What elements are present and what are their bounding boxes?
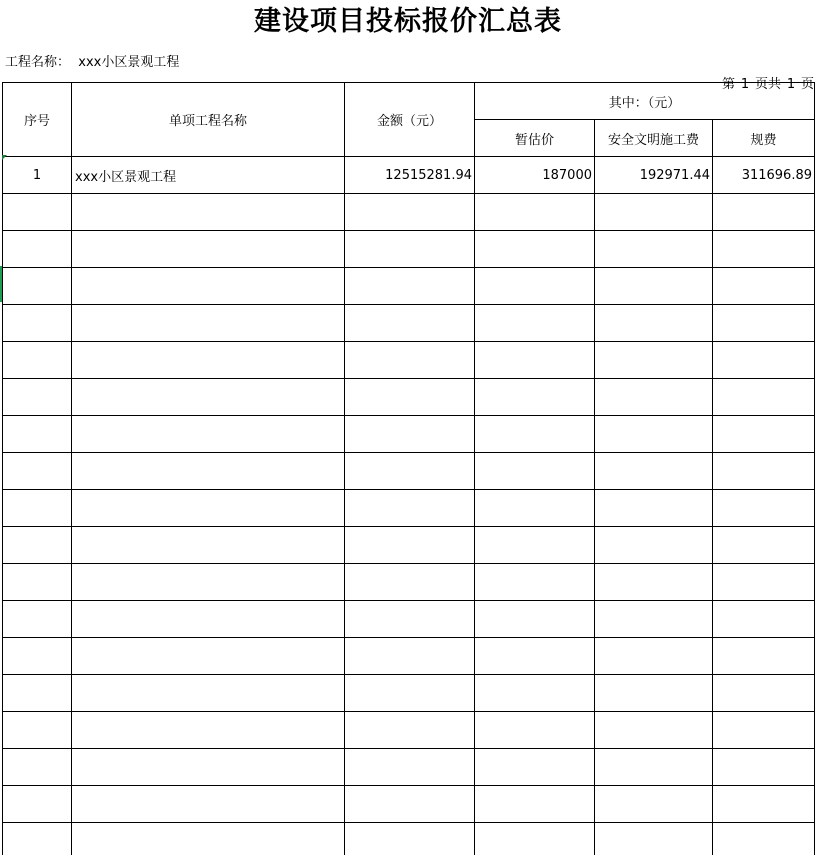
cell-amount-empty[interactable] (345, 527, 475, 564)
cell-name-empty[interactable] (72, 379, 345, 416)
table-row-empty (3, 749, 815, 786)
cell-amount-empty[interactable] (345, 601, 475, 638)
cell-index-empty[interactable] (3, 453, 72, 490)
cell-provisional-empty[interactable] (475, 268, 595, 305)
table-row-empty (3, 268, 815, 305)
cell-safety-empty[interactable] (595, 675, 713, 712)
cell-index-empty[interactable] (3, 564, 72, 601)
cell-safety-empty[interactable] (595, 712, 713, 749)
cell-safety-empty[interactable] (595, 749, 713, 786)
cell-index-empty[interactable] (3, 194, 72, 231)
cell-provisional-empty[interactable] (475, 601, 595, 638)
table-row-empty (3, 490, 815, 527)
cell-name-empty[interactable] (72, 268, 345, 305)
cell-amount-empty[interactable] (345, 712, 475, 749)
table-row-empty (3, 786, 815, 823)
cell-provisional-empty[interactable] (475, 786, 595, 823)
cell-provisional-empty[interactable] (475, 416, 595, 453)
table-row-empty (3, 379, 815, 416)
header-safety[interactable]: 安全文明施工费 (595, 120, 713, 157)
header-row-1 (3, 83, 815, 120)
project-info (5, 52, 179, 74)
cell-safety-empty[interactable] (595, 527, 713, 564)
table-row-empty (3, 231, 815, 268)
cell-safety-empty[interactable] (595, 194, 713, 231)
cell-comment-marker (2, 155, 7, 160)
table-row-empty (3, 453, 815, 490)
table-row-empty (3, 675, 815, 712)
cell-safety-empty[interactable] (595, 490, 713, 527)
cell-fees-empty[interactable] (713, 638, 815, 675)
cell-fees-empty[interactable] (713, 490, 815, 527)
cell-amount-empty[interactable] (345, 564, 475, 601)
cell-fees-empty[interactable] (713, 416, 815, 453)
cell-provisional-empty[interactable] (475, 342, 595, 379)
cell-safety-empty[interactable] (595, 601, 713, 638)
cell-fees-empty[interactable] (713, 527, 815, 564)
page-suffix: 页 (800, 77, 814, 92)
cell-provisional-empty[interactable] (475, 564, 595, 601)
cell-name-empty[interactable] (72, 749, 345, 786)
cell-amount-empty[interactable] (345, 379, 475, 416)
cell-safety-empty[interactable] (595, 379, 713, 416)
table-row-empty (3, 638, 815, 675)
header-name[interactable]: 单项工程名称 (72, 83, 345, 157)
cell-index-empty[interactable] (3, 416, 72, 453)
cell-name[interactable]: xxx小区景观工程 (72, 157, 345, 194)
meta-row (0, 52, 816, 92)
cell-provisional[interactable]: 187000 (475, 157, 595, 194)
cell-name-empty[interactable] (72, 305, 345, 342)
cell-fees-empty[interactable] (713, 749, 815, 786)
table-row-empty (3, 601, 815, 638)
cell-provisional-empty[interactable] (475, 490, 595, 527)
page-total: 1 (786, 77, 796, 92)
cell-name-empty[interactable] (72, 786, 345, 823)
project-name-value: xxx小区景观工程 (78, 55, 180, 70)
cell-fees-empty[interactable] (713, 305, 815, 342)
table-row-empty (3, 342, 815, 379)
cell-index-empty[interactable] (3, 231, 72, 268)
cell-name-empty[interactable] (72, 490, 345, 527)
cell-amount-empty[interactable] (345, 823, 475, 856)
cell-provisional-empty[interactable] (475, 231, 595, 268)
cell-name-empty[interactable] (72, 823, 345, 856)
cell-fees-empty[interactable] (713, 823, 815, 856)
cell-provisional-empty[interactable] (475, 712, 595, 749)
table-row-empty (3, 305, 815, 342)
cell-provisional-empty[interactable] (475, 638, 595, 675)
table-row-empty (3, 564, 815, 601)
project-name-label: 工程名称： (5, 55, 71, 70)
cell-fees-empty[interactable] (713, 675, 815, 712)
cell-index-empty[interactable] (3, 305, 72, 342)
cell-provisional-empty[interactable] (475, 194, 595, 231)
cell-name-empty[interactable] (72, 231, 345, 268)
page-current: 1 (740, 77, 750, 92)
cell-amount[interactable]: 12515281.94 (345, 157, 475, 194)
cell-safety-empty[interactable] (595, 638, 713, 675)
cell-index-empty[interactable] (3, 601, 72, 638)
cell-provisional-empty[interactable] (475, 749, 595, 786)
table-body (3, 157, 815, 856)
header-of-which[interactable]: 其中：（元） (475, 83, 815, 120)
cell-amount-empty[interactable] (345, 194, 475, 231)
selection-indicator (0, 266, 2, 302)
cell-fees-empty[interactable] (713, 564, 815, 601)
cell-amount-empty[interactable] (345, 231, 475, 268)
cell-safety-empty[interactable] (595, 564, 713, 601)
table-row-empty (3, 527, 815, 564)
cell-amount-empty[interactable] (345, 638, 475, 675)
cell-amount-empty[interactable] (345, 749, 475, 786)
cell-index-empty[interactable] (3, 786, 72, 823)
cell-name-empty[interactable] (72, 564, 345, 601)
cell-index-empty[interactable] (3, 712, 72, 749)
cell-amount-empty[interactable] (345, 786, 475, 823)
cell-index-empty[interactable] (3, 823, 72, 856)
cell-index-empty[interactable] (3, 638, 72, 675)
page-title: 建设项目投标报价汇总表 (254, 6, 562, 37)
header-fees[interactable]: 规费 (713, 120, 815, 157)
cell-name-empty[interactable] (72, 601, 345, 638)
cell-index-empty[interactable] (3, 490, 72, 527)
cell-fees-empty[interactable] (713, 194, 815, 231)
cell-amount-empty[interactable] (345, 305, 475, 342)
cell-name-empty[interactable] (72, 194, 345, 231)
cell-name-empty[interactable] (72, 453, 345, 490)
cell-safety-empty[interactable] (595, 453, 713, 490)
cell-amount-empty[interactable] (345, 675, 475, 712)
cell-index-empty[interactable] (3, 379, 72, 416)
cell-fees-empty[interactable] (713, 712, 815, 749)
header-provisional[interactable]: 暂估价 (475, 120, 595, 157)
table-row (3, 157, 815, 194)
cell-safety-empty[interactable] (595, 231, 713, 268)
cell-name-empty[interactable] (72, 527, 345, 564)
cell-provisional-empty[interactable] (475, 453, 595, 490)
cell-name-empty[interactable] (72, 638, 345, 675)
cell-fees-empty[interactable] (713, 453, 815, 490)
cell-safety-empty[interactable] (595, 416, 713, 453)
cell-provisional-empty[interactable] (475, 527, 595, 564)
page-mid: 页共 (754, 77, 781, 92)
cell-fees-empty[interactable] (713, 601, 815, 638)
cell-index[interactable]: 1 (3, 157, 72, 194)
cell-index-empty[interactable] (3, 675, 72, 712)
summary-table (2, 82, 815, 855)
cell-fees-empty[interactable] (713, 786, 815, 823)
cell-fees-empty[interactable] (713, 268, 815, 305)
cell-name-empty[interactable] (72, 712, 345, 749)
cell-name-empty[interactable] (72, 416, 345, 453)
cell-name-empty[interactable] (72, 675, 345, 712)
cell-provisional-empty[interactable] (475, 379, 595, 416)
header-amount[interactable]: 金额（元） (345, 83, 475, 157)
cell-fees-empty[interactable] (713, 379, 815, 416)
cell-amount-empty[interactable] (345, 342, 475, 379)
cell-index-empty[interactable] (3, 749, 72, 786)
cell-provisional-empty[interactable] (475, 305, 595, 342)
cell-index-empty[interactable] (3, 268, 72, 305)
cell-index-empty[interactable] (3, 342, 72, 379)
cell-safety[interactable]: 192971.44 (595, 157, 713, 194)
cell-index-empty[interactable] (3, 527, 72, 564)
cell-amount-empty[interactable] (345, 453, 475, 490)
table-row-empty (3, 712, 815, 749)
header-index[interactable]: 序号 (3, 83, 72, 157)
cell-safety-empty[interactable] (595, 342, 713, 379)
cell-fees-empty[interactable] (713, 342, 815, 379)
table-row-empty (3, 416, 815, 453)
cell-safety-empty[interactable] (595, 268, 713, 305)
cell-safety-empty[interactable] (595, 305, 713, 342)
cell-safety-empty[interactable] (595, 823, 713, 856)
cell-provisional-empty[interactable] (475, 823, 595, 856)
cell-amount-empty[interactable] (345, 416, 475, 453)
page-prefix: 第 (721, 77, 735, 92)
cell-fees[interactable]: 311696.89 (713, 157, 815, 194)
cell-provisional-empty[interactable] (475, 675, 595, 712)
table-row-empty (3, 823, 815, 856)
cell-fees-empty[interactable] (713, 231, 815, 268)
cell-name-empty[interactable] (72, 342, 345, 379)
cell-amount-empty[interactable] (345, 268, 475, 305)
table-row-empty (3, 194, 815, 231)
cell-amount-empty[interactable] (345, 490, 475, 527)
cell-safety-empty[interactable] (595, 786, 713, 823)
